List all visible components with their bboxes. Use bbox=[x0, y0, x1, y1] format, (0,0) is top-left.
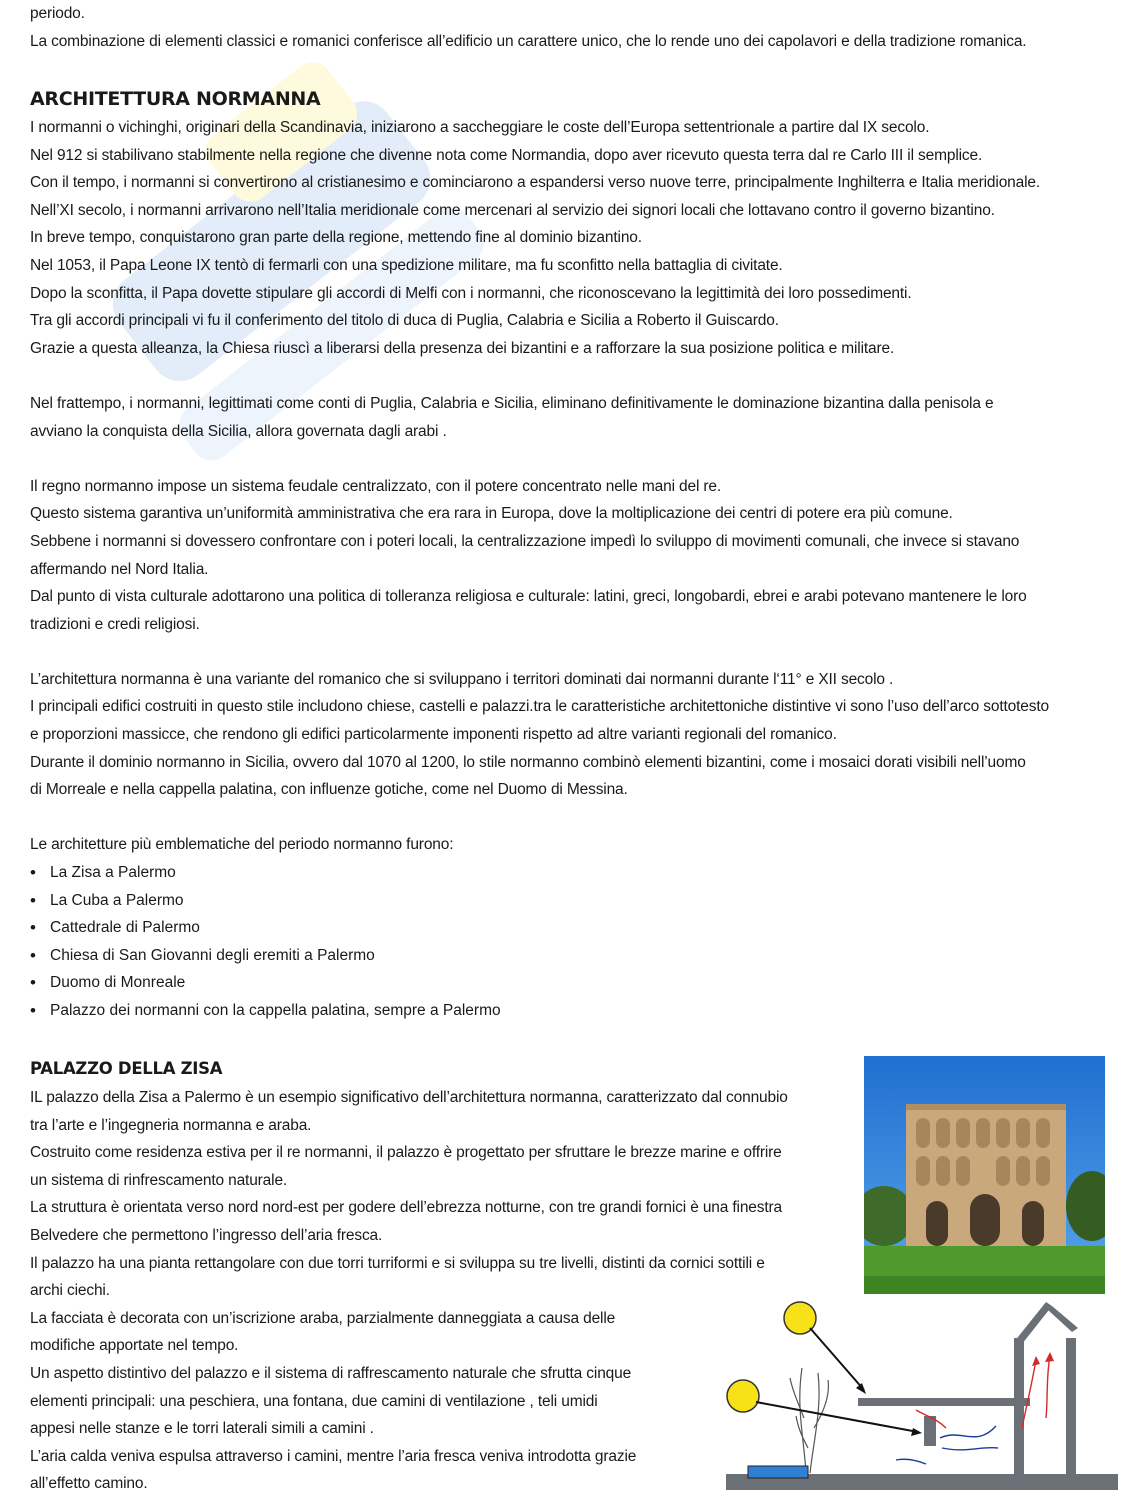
paragraph-line: La facciata è decorata con un’iscrizione araba, parzialmente danneggiata a causa delle bbox=[30, 1309, 616, 1327]
list-item: • Chiesa di San Giovanni degli eremiti a Palermo bbox=[30, 942, 1049, 970]
paragraph-line: Grazie a questa alleanza, la Chiesa riuscì a liberarsi della presenza dei bizantini e a rafforzare la sua posizione politica e militare. bbox=[30, 339, 895, 357]
intro-line: La combinazione di elementi classici e romanici conferisce all’edificio un carattere unico, che lo rende uno dei capolavori e della tradizione romanica. bbox=[30, 32, 1027, 50]
paragraph-line: Tra gli accordi principali vi fu il conferimento del titolo di duca di Puglia, Calabria e Sicilia a Roberto il Guiscardo. bbox=[30, 312, 779, 330]
list-item: • Cattedrale di Palermo bbox=[30, 914, 1049, 942]
paragraph-line: Con il tempo, i normanni si convertirono al cristianesimo e cominciarono a espandersi verso nuove terre, principalmente Inghilterra e Italia meridionale. bbox=[30, 174, 1041, 192]
paragraph-line: Nell’XI secolo, i normanni arrivarono nell’Italia meridionale come mercenari al servizio dei signori locali che lottavano contro il governo bizantino. bbox=[30, 201, 995, 219]
paragraph-line: modifiche apportate nel tempo. bbox=[30, 1337, 239, 1355]
paragraph-line: Nel 912 si stabilivano stabilmente nella regione che divenne nota come Normandia, dopo aver ricevuto questa terra dal re Carlo III il semplice. bbox=[30, 146, 983, 164]
paragraph-line: Sebbene i normanni si dovessero confrontare con i poteri locali, la centralizzazione impedì lo sviluppo di movimenti comunali, che invece si stavano bbox=[30, 532, 1020, 550]
section-heading-zisa: PALAZZO DELLA ZISA bbox=[30, 1059, 223, 1078]
paragraph-line: tra l’arte e l’ingegneria normanna e araba. bbox=[30, 1116, 312, 1134]
sun-icon bbox=[727, 1380, 759, 1412]
paragraph-line: Nel frattempo, i normanni, legittimati come conti di Puglia, Calabria e Sicilia, eliminano definitivamente le dominazione bizantina dalla penisola e bbox=[30, 394, 994, 412]
paragraph-line: L’aria calda veniva espulsa attraverso i camini, mentre l’aria fresca veniva introdotta grazie bbox=[30, 1447, 637, 1465]
paragraph-line: L’architettura normanna è una variante del romanico che si sviluppano i territori dominati dai normanni durante l‘11° e XII secolo . bbox=[30, 670, 894, 688]
paragraph-line: affermando nel Nord Italia. bbox=[30, 560, 209, 578]
paragraph-line: Costruito come residenza estiva per il re normanni, il palazzo è progettato per sfruttare le brezze marine e offrire bbox=[30, 1144, 782, 1162]
paragraph-line: Il palazzo ha una pianta rettangolare con due torri turriformi e si sviluppa su tre livelli, distinti da cornici sottili e bbox=[30, 1254, 765, 1272]
paragraph-line: di Morreale e nella cappella palatina, con influenze gotiche, come nel Duomo di Messina. bbox=[30, 781, 628, 799]
paragraph-line: avviano la conquista della Sicilia, allora governata dagli arabi . bbox=[30, 422, 447, 440]
list-item: • La Cuba a Palermo bbox=[30, 887, 1049, 915]
architecture-list bbox=[30, 859, 1049, 1025]
paragraph-line: e proporzioni massicce, che rendono gli edifici particolarmente imponenti rispetto ad altre varianti regionali del romanico. bbox=[30, 726, 837, 744]
paragraph-line: Belvedere che permettono l’ingresso dell’aria fresca. bbox=[30, 1226, 383, 1244]
paragraph-line: Dopo la sconfitta, il Papa dovette stipulare gli accordi di Melfi con i normanni, che riconoscevano la legittimità dei loro possedimenti. bbox=[30, 284, 912, 302]
list-item: • Palazzo dei normanni con la cappella palatina, sempre a Palermo bbox=[30, 997, 1049, 1025]
paragraph-line: La struttura è orientata verso nord nord-est per godere dell’ebrezza notturne, con tre grandi fornici è una finestra bbox=[30, 1199, 783, 1217]
paragraph-line: elementi principali: una peschiera, una fontana, due camini di ventilazione , teli umidi bbox=[30, 1392, 598, 1410]
paragraph-line: archi ciechi. bbox=[30, 1282, 110, 1300]
paragraph-line: I normanni o vichinghi, originari della Scandinavia, iniziarono a saccheggiare le coste dell’Europa settentrionale a partire dal IX secolo. bbox=[30, 119, 930, 136]
paragraph-line: Dal punto di vista culturale adottarono una politica di tolleranza religiosa e culturale: latini, greci, longobardi, ebrei e arabi potevano mantenere le loro bbox=[30, 588, 1027, 606]
list-intro: Le architetture più emblematiche del periodo normanno furono: bbox=[30, 836, 454, 854]
paragraph-line: Durante il dominio normanno in Sicilia, ovvero dal 1070 al 1200, lo stile normanno combinò elementi bizantini, come i mosaici dorati visibili nell’uomo bbox=[30, 753, 1026, 771]
paragraph-line: un sistema di rinfrescamento naturale. bbox=[30, 1171, 288, 1189]
paragraph-line: In breve tempo, conquistarono gran parte della regione, mettendo fine al dominio bizantino. bbox=[30, 229, 642, 247]
paragraph-line: Nel 1053, il Papa Leone IX tentò di fermarli con una spedizione militare, ma fu sconfitto nella battaglia di civitate. bbox=[30, 256, 783, 274]
list-item: • Duomo di Monreale bbox=[30, 969, 1049, 997]
section-heading-normanna: ARCHITETTURA NORMANNA bbox=[30, 88, 321, 110]
intro-line: periodo. bbox=[30, 5, 85, 22]
paragraph-line: IL palazzo della Zisa a Palermo è un esempio significativo dell’architettura normanna, caratterizzato dal connubio bbox=[30, 1089, 788, 1106]
paragraph-line: tradizioni e credi religiosi. bbox=[30, 615, 200, 633]
paragraph-line: appesi nelle stanze e le torri laterali simili a camini . bbox=[30, 1420, 374, 1438]
paragraph-line: Un aspetto distintivo del palazzo e il sistema di raffrescamento naturale che sfrutta cinque bbox=[30, 1364, 632, 1382]
paragraph-line: I principali edifici costruiti in questo stile includono chiese, castelli e palazzi.tra le caratteristiche architettoniche distintive vi sono l’uso dell’arco sottotesto bbox=[30, 698, 1049, 716]
paragraph-line: Il regno normanno impose un sistema feudale centralizzato, con il potere concentrato nelle mani del re. bbox=[30, 477, 722, 495]
ventilation-diagram bbox=[726, 1298, 1118, 1490]
paragraph-line: all’effetto camino. bbox=[30, 1475, 148, 1493]
paragraph-line: Questo sistema garantiva un’uniformità amministrativa che era rara in Europa, dove la moltiplicazione dei centri di potere era più comune. bbox=[30, 505, 953, 523]
list-item: • La Zisa a Palermo bbox=[30, 859, 1049, 887]
zisa-photo bbox=[864, 1056, 1105, 1294]
